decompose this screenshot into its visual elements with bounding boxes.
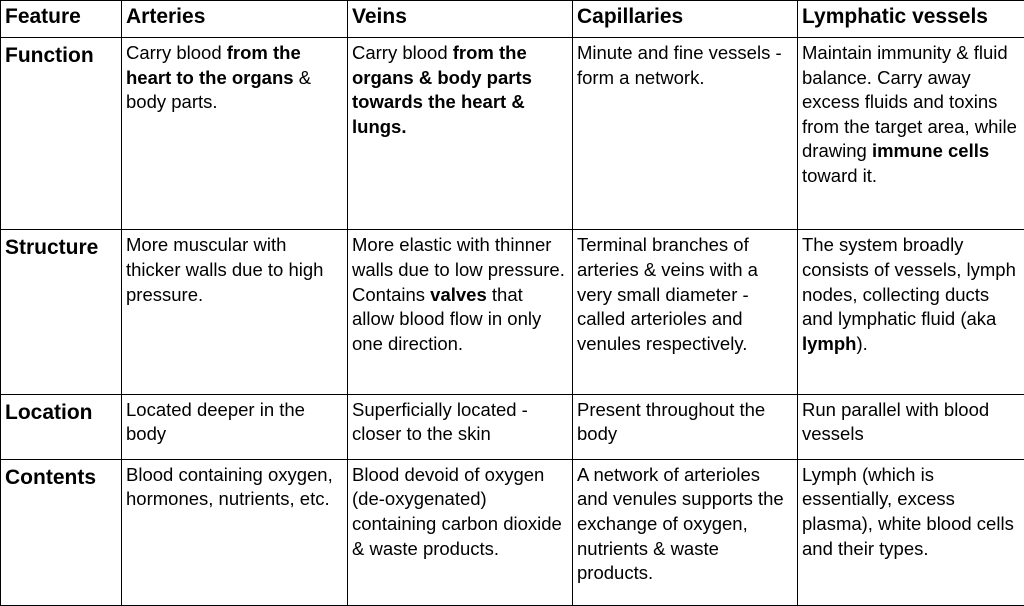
cell-text: Present throughout the body — [577, 398, 766, 445]
row-label-location: Location — [1, 394, 122, 459]
cell-text: Located deeper in the body — [126, 398, 305, 445]
cell-text: toward it. — [802, 165, 878, 187]
row-structure — [1, 230, 1024, 394]
cell-function-arteries — [122, 38, 348, 230]
cell-location-veins — [348, 394, 573, 459]
cell-text: that allow blood flow in only one direction. — [352, 283, 542, 354]
cell-text: Lymph (which is essentially, excess plasma), white blood cells and their types. — [802, 463, 1014, 559]
cell-structure-arteries — [122, 230, 348, 394]
header-arteries: Arteries — [122, 1, 348, 38]
header-veins: Veins — [348, 1, 573, 38]
cell-function-lymphatic — [798, 38, 1024, 230]
row-label-contents: Contents — [1, 459, 122, 605]
cell-text: Blood devoid of oxygen (de-oxygenated) containing carbon dioxide & waste products. — [352, 463, 562, 559]
cell-structure-veins — [348, 230, 573, 394]
cell-contents-arteries — [122, 459, 348, 605]
cell-text: The system broadly consists of vessels, lymph nodes, collecting ducts and lymphatic fluid (aka — [802, 234, 1016, 330]
cell-location-arteries — [122, 394, 348, 459]
cell-text: Terminal branches of arteries & veins with a very small diameter - called arterioles and venules respectively. — [577, 234, 758, 354]
cell-contents-lymphatic — [798, 459, 1024, 605]
cell-text: Blood containing oxygen, hormones, nutrients, etc. — [126, 463, 333, 510]
cell-text-bold: from the organs & body parts towards the heart & lungs. — [352, 42, 532, 137]
cell-text: Maintain immunity & fluid balance. Carry away excess fluids and toxins from the target area, while drawing — [802, 42, 1017, 162]
cell-contents-veins — [348, 459, 573, 605]
cell-text: Carry blood — [126, 42, 227, 64]
header-capillaries: Capillaries — [573, 1, 798, 38]
cell-text-bold: valves — [430, 283, 487, 305]
row-label-function: Function — [1, 38, 122, 230]
cell-text: Minute and fine vessels - form a network. — [577, 42, 782, 88]
cell-text: A network of arterioles and venules supports the exchange of oxygen, nutrients & waste products. — [577, 463, 784, 584]
header-row — [1, 1, 1024, 38]
cell-text: ). — [856, 332, 868, 354]
header-feature: Feature — [1, 1, 122, 38]
cell-function-capillaries — [573, 38, 798, 230]
header-lymphatic-vessels: Lymphatic vessels — [798, 1, 1024, 38]
cell-function-veins — [348, 38, 573, 230]
cell-structure-capillaries — [573, 230, 798, 394]
cell-location-capillaries — [573, 394, 798, 459]
cell-text: Carry blood — [352, 42, 453, 64]
cell-text: & body parts. — [126, 66, 312, 113]
row-location — [1, 394, 1024, 459]
cell-text-bold: immune cells — [871, 140, 990, 162]
cell-text: Superficially located - closer to the skin — [352, 398, 528, 445]
row-function — [1, 38, 1024, 230]
cell-structure-lymphatic — [798, 230, 1024, 394]
row-label-structure: Structure — [1, 230, 122, 394]
cell-text: More elastic with thinner walls due to low pressure. Contains — [352, 234, 565, 305]
cell-text: More muscular with thicker walls due to high pressure. — [126, 234, 324, 305]
cell-contents-capillaries — [573, 459, 798, 605]
cell-text: Run parallel with blood vessels — [802, 398, 990, 445]
cell-text-bold: lymph — [802, 332, 857, 354]
row-contents — [1, 459, 1024, 605]
cell-location-lymphatic — [798, 394, 1024, 459]
cell-text-bold: from the heart to the organs — [126, 42, 301, 88]
